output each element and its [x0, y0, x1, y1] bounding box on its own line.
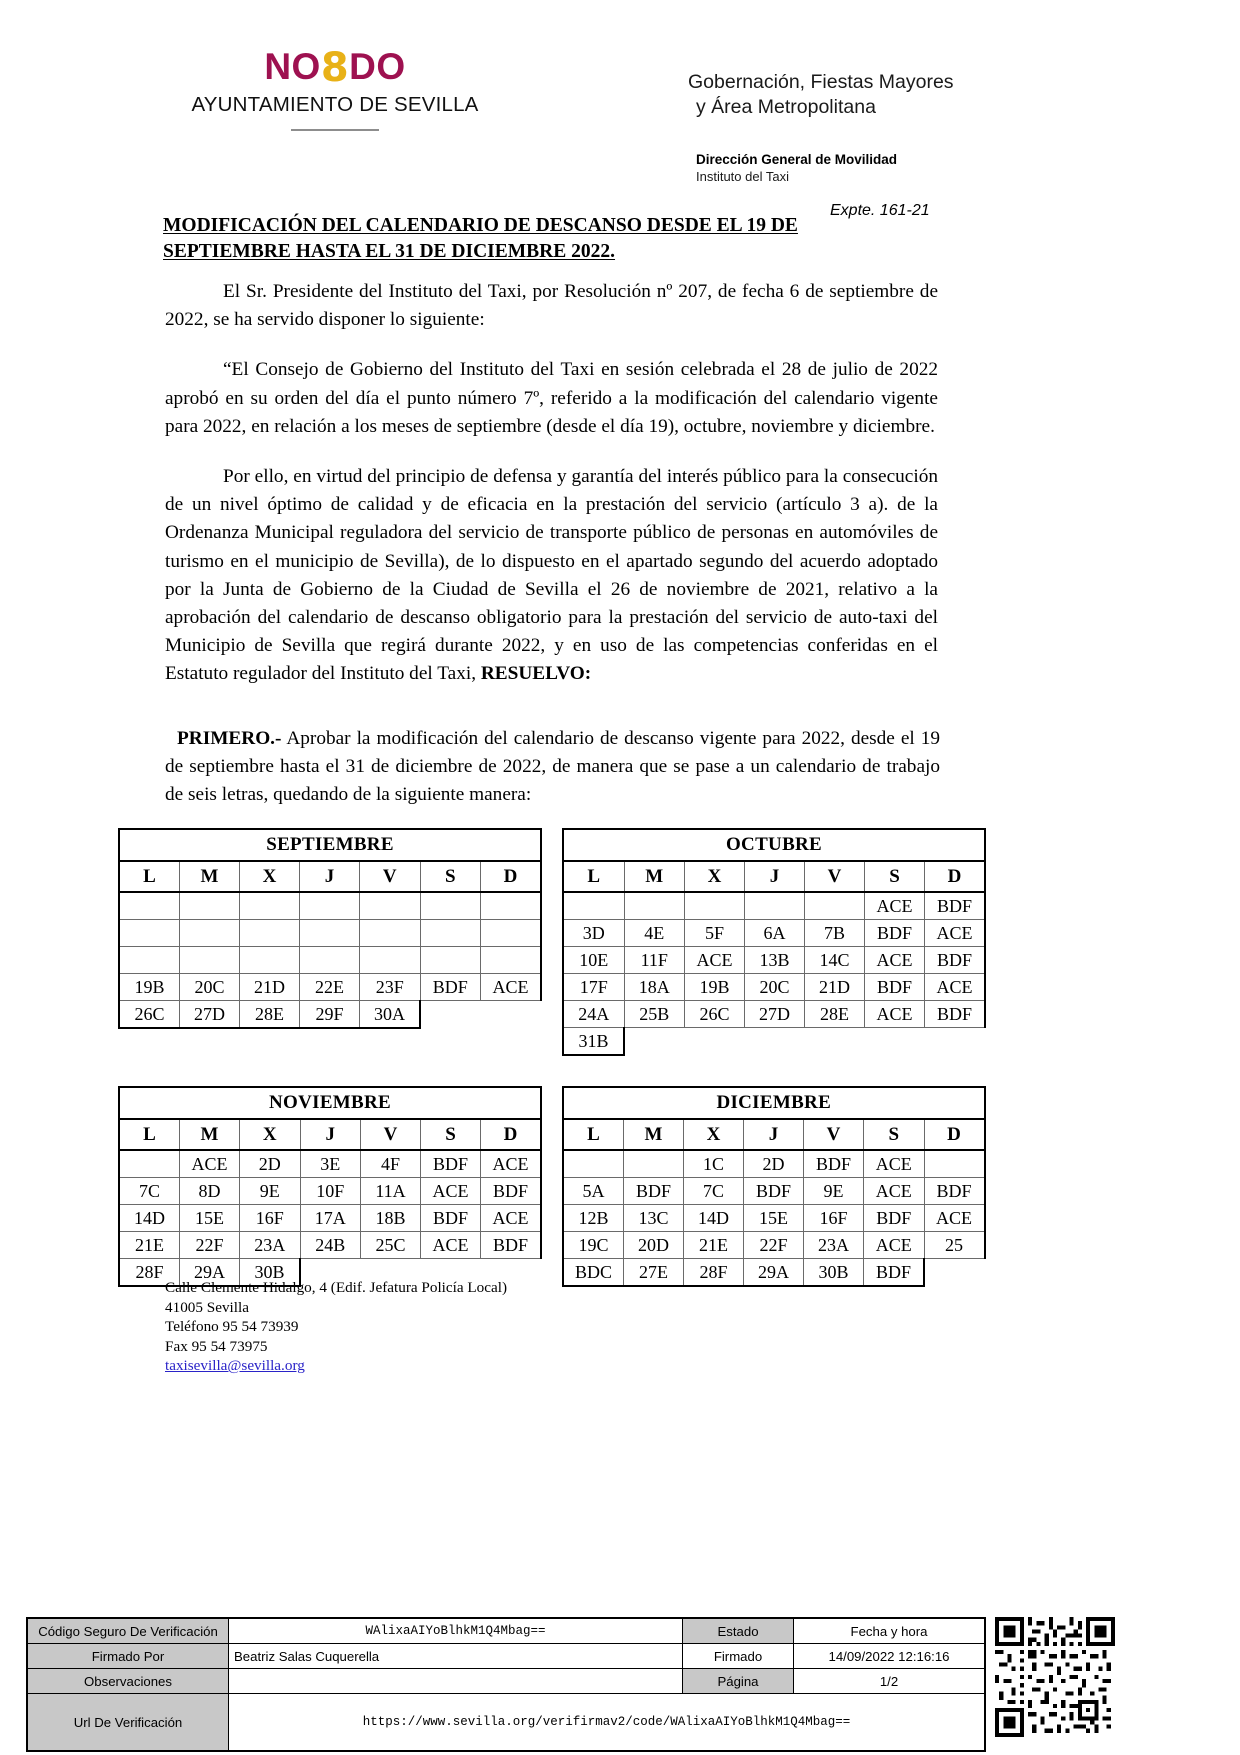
calendar-day-cell: 20C [745, 974, 805, 1001]
calendar-day-cell: BDC [563, 1259, 624, 1287]
csv-value: WAlixaAIYoBlhkM1Q4Mbag== [229, 1618, 683, 1644]
calendar-day-cell [119, 947, 180, 974]
calendar-septiembre [118, 828, 542, 1029]
calendar-day-cell [685, 1028, 745, 1056]
calendar-day-cell: 25C [361, 1232, 421, 1259]
calendar-day-cell: 19C [563, 1232, 624, 1259]
calendar-day-cell: BDF [864, 1205, 925, 1232]
calendar-day-cell: 17A [300, 1205, 361, 1232]
calendar-day-cell: 25 [924, 1232, 985, 1259]
calendar-weekday-row [119, 1119, 541, 1150]
calendar-day-cell: 5F [685, 920, 745, 947]
calendar-day-cell: 4E [624, 920, 685, 947]
calendar-day-cell: ACE [864, 1232, 925, 1259]
calendar-day-cell [624, 1150, 684, 1178]
calendar-day-cell: 20D [624, 1232, 684, 1259]
calendar-day-cell [300, 892, 360, 920]
calendar-day-cell [745, 892, 805, 920]
calendar-day-cell: ACE [865, 947, 925, 974]
calendar-weekday-row [119, 861, 541, 892]
calendar-week-row [563, 974, 985, 1001]
calendar-day-cell: 10E [563, 947, 624, 974]
calendar-day-cell [805, 1028, 865, 1056]
calendar-day-cell: BDF [804, 1150, 864, 1178]
calendar-day-cell: ACE [421, 1232, 481, 1259]
calendar-day-cell [420, 892, 481, 920]
paragraph-2: “El Consejo de Gobierno del Instituto del Taxi en sesión celebrada el 28 de julio de 2022 aprobó en su orden del día el punto número 7º, referido a la modificación del calendario vigente para 2022, en relación a los meses de septiembre (desde el día 19), octubre, noviembre y diciembre. [165, 359, 938, 437]
calendar-week-row [563, 1232, 985, 1259]
calendar-day-cell: BDF [421, 1205, 481, 1232]
calendar-diciembre-body [563, 1087, 985, 1286]
calendar-day-cell: BDF [925, 892, 986, 920]
calendar-month-row [563, 829, 985, 861]
calendar-day-cell: 15E [180, 1205, 240, 1232]
calendar-day-cell [300, 947, 360, 974]
ayuntamiento-logo [185, 46, 485, 131]
calendar-day-cell [119, 1150, 180, 1178]
calendar-day-cell: ACE [925, 920, 986, 947]
resuelvo-keyword: RESUELVO: [480, 663, 592, 685]
calendar-weekday-V: V [804, 1119, 864, 1150]
calendar-day-cell: BDF [865, 920, 925, 947]
calendar-day-cell [685, 892, 745, 920]
calendar-week-row [563, 947, 985, 974]
calendar-weekday-D: D [925, 861, 986, 892]
calendar-day-cell: 8D [180, 1178, 240, 1205]
calendar-day-cell: ACE [685, 947, 745, 974]
calendar-week-row [119, 1178, 541, 1205]
calendar-week-row [563, 892, 985, 920]
calendar-week-row [119, 974, 541, 1001]
calendar-day-cell: 10F [300, 1178, 361, 1205]
calendar-week-row [119, 1150, 541, 1178]
calendar-noviembre [118, 1086, 542, 1287]
primero-text: Aprobar la modificación del calendario de descanso vigente para 2022, desde el 19 de septiembre hasta el 31 de diciembre de 2022, de manera que se pase a un calendario de trabajo de seis letras, quedando de la siguiente manera: [165, 728, 940, 806]
calendar-noviembre-body [119, 1087, 541, 1286]
calendar-day-cell: 26C [685, 1001, 745, 1028]
calendar-day-cell [563, 892, 624, 920]
calendar-day-cell: ACE [865, 1001, 925, 1028]
csv-label: Código Seguro De Verificación [27, 1618, 229, 1644]
calendar-month-row [119, 1087, 541, 1119]
calendar-month-title: SEPTIEMBRE [119, 829, 541, 861]
calendar-weekday-X: X [240, 861, 300, 892]
calendar-weekday-D: D [481, 861, 542, 892]
paragraph-3 [165, 463, 938, 689]
calendar-weekday-S: S [865, 861, 925, 892]
calendar-weekday-V: V [805, 861, 865, 892]
observaciones-value [229, 1669, 683, 1694]
qr-code-svg [995, 1617, 1115, 1737]
calendar-day-cell: 15E [744, 1205, 804, 1232]
calendar-day-cell: 24B [300, 1232, 361, 1259]
calendar-weekday-M: M [624, 861, 685, 892]
calendar-week-row [119, 947, 541, 974]
address-line-2: 41005 Sevilla [165, 1298, 249, 1316]
calendar-octubre [562, 828, 986, 1056]
calendar-week-row [563, 1150, 985, 1178]
paragraph-3-text: Por ello, en virtud del principio de defensa y garantía del interés público para la consecución de un nivel óptimo de calidad y de eficacia en la prestación del servicio (artículo 3 a). de la Ordenanza Municipal reguladora del servicio de transporte público de personas en automóviles de turismo en el municipio de Sevilla), de lo dispuesto en el apartado segundo del acuerdo adoptado por la Junta de Gobierno de la Ciudad de Sevilla el 26 de noviembre de 2021, relativo a la aprobación del calendario de descanso obligatorio para la prestación del servicio de auto-taxi del Municipio de Sevilla que regirá durante 2022, y en uso de las competencias conferidas en el Estatuto regulador del Instituto del Taxi, [165, 466, 938, 685]
calendar-day-cell: ACE [421, 1178, 481, 1205]
calendar-day-cell: 17F [563, 974, 624, 1001]
nosdo-post: DO [349, 46, 406, 87]
calendar-day-cell: 25B [624, 1001, 685, 1028]
address-line-1: Calle Clemente Hidalgo, 4 (Edif. Jefatura Policía Local) [165, 1279, 508, 1296]
calendar-day-cell: BDF [864, 1259, 925, 1287]
page-title: MODIFICACIÓN DEL CALENDARIO DE DESCANSO DESDE EL 19 DE SEPTIEMBRE HASTA EL 31 DE DICIEMBRE 2022. [163, 215, 798, 262]
calendar-day-cell: 21D [805, 974, 865, 1001]
estado-label: Estado [683, 1618, 794, 1644]
calendar-day-cell: 31B [563, 1028, 624, 1056]
url-verificacion-label: Url De Verificación [27, 1694, 229, 1752]
calendar-day-cell [624, 892, 685, 920]
calendar-day-cell: 29A [180, 1259, 240, 1287]
calendar-week-row [119, 1205, 541, 1232]
table-row [27, 1644, 985, 1669]
calendar-day-cell: 7C [684, 1178, 744, 1205]
address-phone: Teléfono 95 54 73939 [165, 1318, 299, 1335]
calendar-day-cell: 14D [684, 1205, 744, 1232]
calendar-day-cell: 14D [119, 1205, 180, 1232]
calendar-septiembre-body [119, 829, 541, 1028]
calendar-day-cell: BDF [420, 974, 481, 1001]
calendar-day-cell [180, 947, 240, 974]
calendar-day-cell: BDF [481, 1232, 542, 1259]
direction-general: Dirección General de Movilidad [696, 152, 898, 167]
address-email-link[interactable]: taxisevilla@sevilla.org [165, 1357, 305, 1374]
calendar-weekday-L: L [563, 861, 624, 892]
calendar-day-cell: 20C [180, 974, 240, 1001]
calendar-diciembre [562, 1086, 986, 1287]
fecha-value: 14/09/2022 12:16:16 [794, 1644, 986, 1669]
qr-code-icon [995, 1617, 1115, 1737]
table-row [27, 1694, 985, 1752]
calendar-day-cell: 18B [361, 1205, 421, 1232]
calendar-octubre-body [563, 829, 985, 1055]
calendar-weekday-J: J [744, 1119, 804, 1150]
calendar-week-row [119, 1232, 541, 1259]
primero-section [165, 725, 940, 810]
calendar-day-cell [925, 1028, 986, 1056]
calendar-day-cell: 16F [240, 1205, 301, 1232]
calendar-day-cell: BDF [925, 947, 986, 974]
calendar-day-cell: 23A [240, 1232, 301, 1259]
calendar-day-cell: 9E [240, 1178, 301, 1205]
department-block [688, 70, 1108, 185]
calendar-day-cell [420, 947, 481, 974]
calendar-weekday-J: J [300, 1119, 361, 1150]
url-verificacion-value: https://www.sevilla.org/verifirmav2/code/WAlixaAIYoBlhkM1Q4Mbag== [229, 1694, 986, 1752]
calendar-day-cell [924, 1259, 985, 1287]
pagina-value: 1/2 [794, 1669, 986, 1694]
calendar-day-cell: 9E [804, 1178, 864, 1205]
calendar-day-cell [481, 1001, 542, 1029]
calendar-day-cell: 27D [180, 1001, 240, 1029]
calendar-day-cell: BDF [925, 1001, 986, 1028]
calendar-day-cell: 12B [563, 1205, 624, 1232]
calendar-day-cell: BDF [624, 1178, 684, 1205]
document-header [0, 34, 1240, 219]
calendar-day-cell: 11A [361, 1178, 421, 1205]
department-line-1: Gobernación, Fiestas Mayores [688, 71, 954, 93]
nosdo-pre: NO [264, 46, 321, 87]
calendar-day-cell: 30B [240, 1259, 301, 1287]
calendar-day-cell [481, 947, 542, 974]
calendar-day-cell: 3D [563, 920, 624, 947]
calendar-weekday-row [563, 1119, 985, 1150]
calendar-day-cell [865, 1028, 925, 1056]
calendar-day-cell: 28E [805, 1001, 865, 1028]
verification-table [26, 1617, 986, 1752]
calendar-day-cell [420, 1001, 481, 1029]
calendar-week-row [563, 1178, 985, 1205]
calendar-weekday-M: M [180, 1119, 240, 1150]
calendar-day-cell [745, 1028, 805, 1056]
calendar-day-cell: 28F [684, 1259, 744, 1287]
calendar-weekday-D: D [481, 1119, 542, 1150]
calendar-weekday-J: J [745, 861, 805, 892]
calendar-week-row [119, 920, 541, 947]
calendar-weekday-X: X [240, 1119, 301, 1150]
calendar-day-cell [624, 1028, 685, 1056]
calendar-week-row [563, 920, 985, 947]
calendar-day-cell [240, 892, 300, 920]
calendar-month-title: NOVIEMBRE [119, 1087, 541, 1119]
calendar-day-cell [119, 892, 180, 920]
expediente-number: Expte. 161-21 [830, 202, 930, 219]
calendar-day-cell: 24A [563, 1001, 624, 1028]
address-block [165, 1278, 507, 1376]
document-body [165, 278, 938, 711]
calendar-week-row [119, 1001, 541, 1029]
calendar-day-cell: BDF [744, 1178, 804, 1205]
calendar-day-cell: 14C [805, 947, 865, 974]
calendar-day-cell: ACE [864, 1150, 925, 1178]
calendar-day-cell: 21E [119, 1232, 180, 1259]
calendar-weekday-L: L [119, 1119, 180, 1150]
calendar-day-cell: 13C [624, 1205, 684, 1232]
calendar-day-cell [360, 920, 421, 947]
calendar-day-cell [481, 892, 542, 920]
calendar-day-cell: 13B [745, 947, 805, 974]
calendar-weekday-J: J [300, 861, 360, 892]
pagina-label: Página [683, 1669, 794, 1694]
calendar-day-cell: 1C [684, 1150, 744, 1178]
calendar-day-cell: 3E [300, 1150, 361, 1178]
calendar-day-cell: 7C [119, 1178, 180, 1205]
calendar-day-cell: 23A [804, 1232, 864, 1259]
calendar-day-cell [563, 1150, 624, 1178]
calendar-day-cell [240, 947, 300, 974]
calendar-day-cell: 28F [119, 1259, 180, 1287]
calendar-day-cell: BDF [865, 974, 925, 1001]
calendar-weekday-X: X [685, 861, 745, 892]
calendar-day-cell [360, 947, 421, 974]
calendar-day-cell [420, 920, 481, 947]
calendar-day-cell: ACE [864, 1178, 925, 1205]
calendar-day-cell: 4F [361, 1150, 421, 1178]
calendar-day-cell: 18A [624, 974, 685, 1001]
address-fax: Fax 95 54 73975 [165, 1337, 268, 1355]
calendar-weekday-M: M [180, 861, 240, 892]
logo-subtitle: AYUNTAMIENTO DE SEVILLA [191, 93, 479, 116]
calendar-day-cell: 27D [745, 1001, 805, 1028]
calendar-month-title: DICIEMBRE [563, 1087, 985, 1119]
calendar-day-cell [300, 920, 360, 947]
observaciones-label: Observaciones [27, 1669, 229, 1694]
calendar-day-cell [180, 920, 240, 947]
calendar-day-cell: 29F [300, 1001, 360, 1029]
calendar-weekday-S: S [421, 1119, 481, 1150]
primero-label: PRIMERO.- [177, 728, 282, 749]
calendar-weekday-X: X [684, 1119, 744, 1150]
calendar-day-cell: 2D [744, 1150, 804, 1178]
calendar-day-cell: 21D [240, 974, 300, 1001]
calendar-day-cell [481, 920, 542, 947]
calendar-day-cell: ACE [865, 892, 925, 920]
calendar-day-cell: 30B [804, 1259, 864, 1287]
calendar-day-cell [805, 892, 865, 920]
calendar-day-cell: ACE [924, 1205, 985, 1232]
fecha-label: Fecha y hora [794, 1618, 986, 1644]
calendar-weekday-V: V [361, 1119, 421, 1150]
department-line-2: y Área Metropolitana [696, 96, 876, 118]
calendar-day-cell: 23F [360, 974, 421, 1001]
calendar-month-title: OCTUBRE [563, 829, 985, 861]
table-row [27, 1618, 985, 1644]
calendar-week-row [563, 1205, 985, 1232]
calendar-day-cell: 7B [805, 920, 865, 947]
table-row [27, 1669, 985, 1694]
calendar-weekday-L: L [563, 1119, 624, 1150]
calendar-weekday-S: S [420, 861, 481, 892]
calendar-day-cell [360, 892, 421, 920]
calendar-weekday-V: V [360, 861, 421, 892]
calendar-day-cell [924, 1150, 985, 1178]
calendar-day-cell: 28E [240, 1001, 300, 1029]
calendar-week-row [563, 1001, 985, 1028]
calendar-day-cell: 19B [685, 974, 745, 1001]
estado-value: Firmado [683, 1644, 794, 1669]
calendar-day-cell [240, 920, 300, 947]
calendar-day-cell: 29A [744, 1259, 804, 1287]
nosdo-logo-icon [264, 45, 406, 91]
calendar-day-cell: ACE [925, 974, 986, 1001]
calendar-day-cell: 16F [804, 1205, 864, 1232]
calendar-week-row [119, 892, 541, 920]
calendar-day-cell: ACE [481, 1150, 542, 1178]
calendar-day-cell [119, 920, 180, 947]
calendar-weekday-L: L [119, 861, 180, 892]
calendar-day-cell: BDF [421, 1150, 481, 1178]
calendar-month-row [119, 829, 541, 861]
calendar-day-cell: ACE [481, 1205, 542, 1232]
calendar-day-cell: ACE [481, 974, 542, 1001]
calendar-day-cell: 19B [119, 974, 180, 1001]
calendar-day-cell: 26C [119, 1001, 180, 1029]
calendar-day-cell: 27E [624, 1259, 684, 1287]
logo-divider [291, 129, 379, 131]
calendar-day-cell: 30A [360, 1001, 421, 1029]
calendar-week-row [563, 1259, 985, 1287]
calendar-day-cell: 22F [744, 1232, 804, 1259]
calendar-day-cell [180, 892, 240, 920]
calendar-weekday-M: M [624, 1119, 684, 1150]
calendar-day-cell: 6A [745, 920, 805, 947]
calendar-day-cell: 21E [684, 1232, 744, 1259]
calendar-day-cell: 22E [300, 974, 360, 1001]
firmado-por-value: Beatriz Salas Cuquerella [229, 1644, 683, 1669]
calendar-day-cell: BDF [481, 1178, 542, 1205]
nosdo-knot-icon: 8 [320, 45, 350, 91]
calendar-weekday-row [563, 861, 985, 892]
firmado-por-label: Firmado Por [27, 1644, 229, 1669]
calendar-weekday-D: D [924, 1119, 985, 1150]
calendar-day-cell: 2D [240, 1150, 301, 1178]
calendar-day-cell: 11F [624, 947, 685, 974]
calendar-week-row [563, 1028, 985, 1056]
calendar-month-row [563, 1087, 985, 1119]
instituto-taxi: Instituto del Taxi [696, 169, 789, 184]
calendar-day-cell: 5A [563, 1178, 624, 1205]
calendar-weekday-S: S [864, 1119, 925, 1150]
calendar-day-cell: ACE [180, 1150, 240, 1178]
calendar-day-cell: 22F [180, 1232, 240, 1259]
calendar-day-cell: BDF [924, 1178, 985, 1205]
paragraph-1: El Sr. Presidente del Instituto del Taxi, por Resolución nº 207, de fecha 6 de septiembre de 2022, se ha servido disponer lo siguiente: [165, 281, 938, 331]
